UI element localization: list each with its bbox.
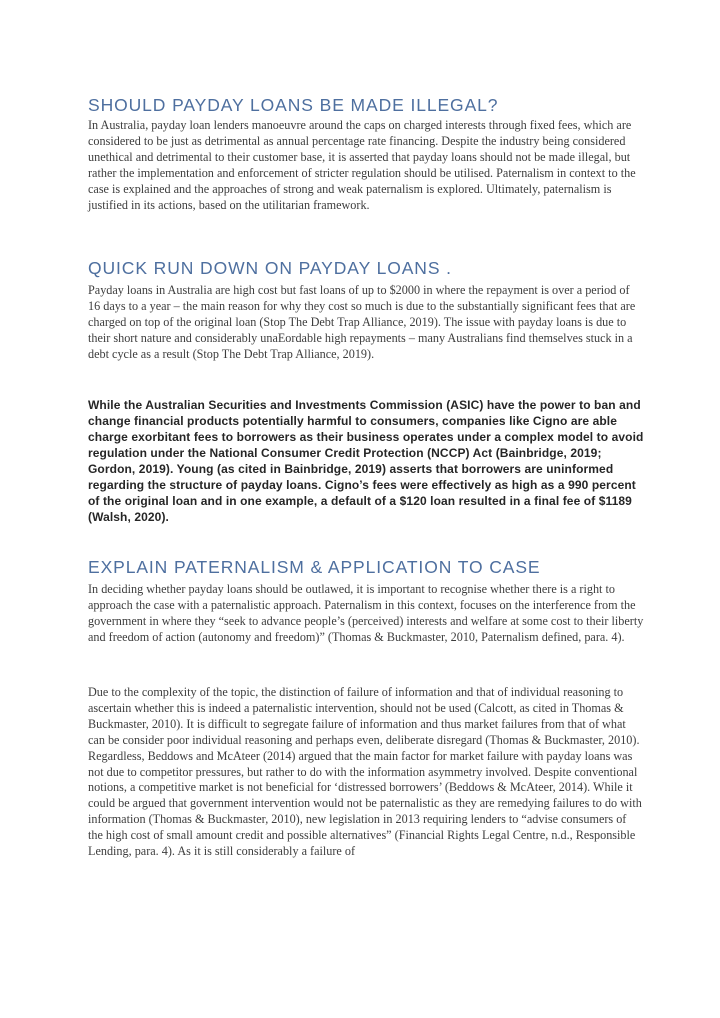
section-heading-should-payday-loans-be-made-illegal: SHOULD PAYDAY LOANS BE MADE ILLEGAL? (88, 95, 499, 115)
paragraph-paternalism-definition: In deciding whether payday loans should be outlawed, it is important to recognise whether there is a right to approach the case with a paternalistic approach. Paternalism in this context, focuses on the interference from the government in where they “seek to advance people’s (perceived) interests and welfare at some cost to their liberty and freedom of action (autonomy and freedom)” (Thomas & Buckmaster, 2010, Paternalism defined, para. 4). (88, 582, 644, 644)
section-heading-quick-run-down-on-payday-loans: QUICK RUN DOWN ON PAYDAY LOANS . (88, 258, 452, 278)
section-heading-explain-paternalism-application-to-case: EXPLAIN PATERNALISM & APPLICATION TO CASE (88, 557, 541, 577)
paragraph-market-failure-discussion: Due to the complexity of the topic, the distinction of failure of information and that of individual reasoning to ascertain whether this is indeed a paternalistic intervention, should not be used (Calcott, as cited in Thomas & Buckmaster, 2010). It is difficult to segregate failure of information and thus market failures from that of what can be consider poor individual reasoning and perhaps even, deliberate disregard (Thomas & Buckmaster, 2010). Regardless, Beddows and McAteer (2014) argued that the main factor for market failure with payday loans was not due to competitor pressures, but rather to do with the information asymmetry involved. Despite conventional notions, a competitive market is not beneficial for ‘distressed borrowers’ (Beddows & McAteer, 2014). While it could be argued that government intervention would not be paternalistic as they are remedying failures to do with information (Thomas & Buckmaster, 2010), new legislation in 2013 requiring lenders to “advise consumers of the high cost of small amount credit and possible alternatives” (Financial Rights Legal Centre, n.d., Responsible Lending, para. 4). As it is still considerably a failure of (88, 685, 642, 859)
paragraph-asic-cigno-bold: While the Australian Securities and Investments Commission (ASIC) have the power to ban and change financial products potentially harmful to consumers, companies like Cigno are able charge exorbitant fees to borrowers as their business operates under a complex model to avoid regulation under the National Consumer Credit Protection (NCCP) Act (Bainbridge, 2019; Gordon, 2019). Young (as cited in Bainbridge, 2019) asserts that borrowers are uninformed regarding the structure of payday loans. Cigno’s fees were effectively as high as a 990 percent of the original loan and in one example, a default of a $120 loan resulted in a final fee of $1189 (Walsh, 2020). (88, 398, 644, 524)
paragraph-payday-loans-overview: Payday loans in Australia are high cost but fast loans of up to $2000 in where the repayment is over a period of 16 days to a year – the main reason for why they cost so much is due to the substantially significant fees that are charged on top of the original loan (Stop The Debt Trap Alliance, 2019). The issue with payday loans is due to their short nature and considerably unaEordable high repayments – many Australians find themselves stuck in a debt cycle as a result (Stop The Debt Trap Alliance, 2019). (88, 283, 636, 361)
paragraph-intro: In Australia, payday loan lenders manoeuvre around the caps on charged interests through fixed fees, which are considered to be just as detrimental as annual percentage rate financing. Despite the industry being considered unethical and detrimental to their customer base, it is asserted that payday loans should not be made illegal, but rather the implementation and enforcement of stricter regulation should be utilised. Paternalism in context to the case is explained and the approaches of strong and weak paternalism is explored. Ultimately, paternalism is justified in its actions, based on the utilitarian framework. (88, 118, 636, 212)
